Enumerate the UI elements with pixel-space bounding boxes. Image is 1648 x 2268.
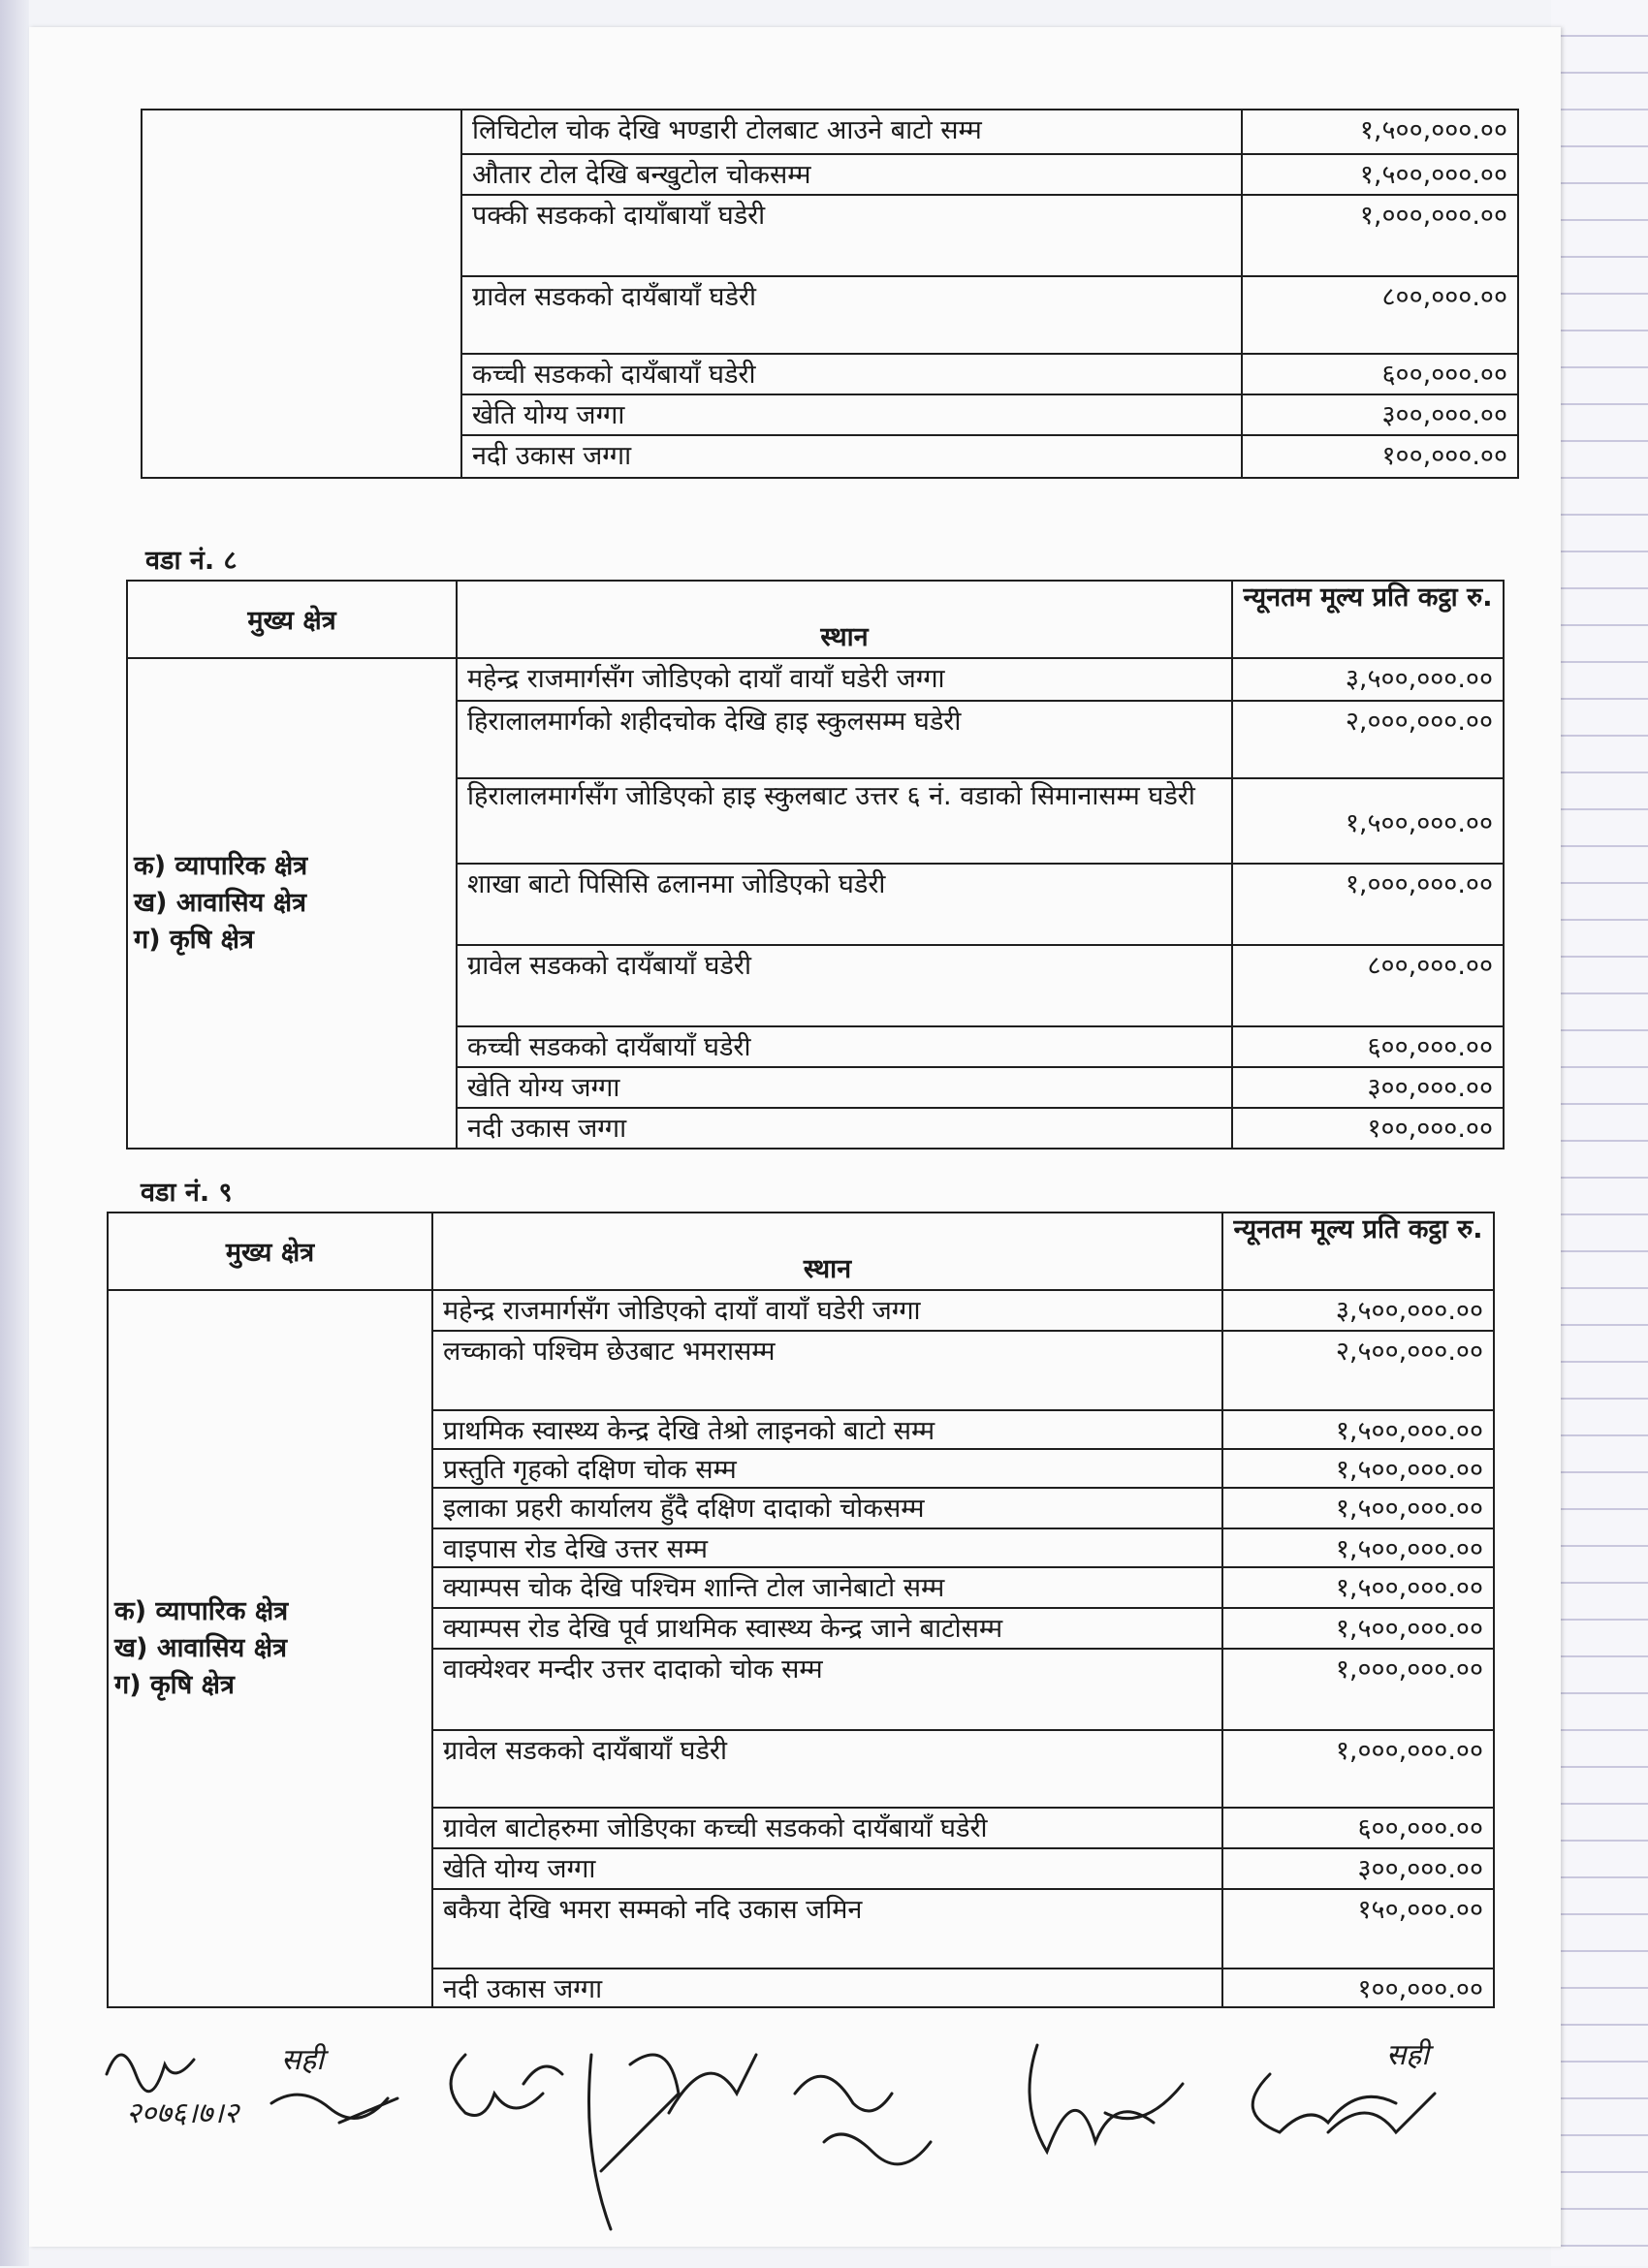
signature-2 bbox=[271, 2043, 397, 2123]
ward9-table bbox=[107, 1212, 1495, 2008]
location-cell: वाक्येश्वर मन्दीर उत्तर दादाको चोक सम्म bbox=[432, 1649, 1222, 1730]
value-cell: २,०००,०००.०० bbox=[1232, 701, 1504, 778]
location-cell: नदी उकास जग्गा bbox=[432, 1969, 1222, 2007]
location-cell: शाखा बाटो पिसिसि ढलानमा जोडिएको घडेरी bbox=[457, 864, 1232, 945]
top-continuation-table bbox=[141, 109, 1519, 479]
signature-4 bbox=[589, 2055, 757, 2229]
location-cell: खेति योग्य जग्गा bbox=[461, 394, 1242, 435]
value-cell: १,५००,०००.०० bbox=[1222, 1488, 1494, 1528]
category-commercial: क) व्यापारिक क्षेत्र bbox=[114, 1596, 289, 1626]
location-cell: क्याम्पस चोक देखि पश्चिम शान्ति टोल जानेबाटो सम्म bbox=[432, 1567, 1222, 1608]
value-cell: १००,०००.०० bbox=[1242, 435, 1518, 478]
value-cell: ३००,०००.०० bbox=[1242, 394, 1518, 435]
location-cell: प्रस्तुति गृहको दक्षिण चोक सम्म bbox=[432, 1449, 1222, 1488]
header-value: न्यूनतम मूल्य प्रति कट्ठा रु. bbox=[1222, 1213, 1494, 1290]
value-cell: २,५००,०००.०० bbox=[1222, 1331, 1494, 1410]
value-cell: १,०००,०००.०० bbox=[1222, 1730, 1494, 1808]
value-cell: १,५००,०००.०० bbox=[1242, 154, 1518, 195]
location-cell: लिचिटोल चोक देखि भण्डारी टोलबाट आउने बाटो सम्म bbox=[461, 110, 1242, 154]
value-cell: १५०,०००.०० bbox=[1222, 1889, 1494, 1969]
value-cell: १,५००,०००.०० bbox=[1222, 1608, 1494, 1649]
signature-6 bbox=[1030, 2045, 1183, 2152]
area-categories bbox=[108, 1290, 432, 2007]
value-cell: ८००,०००.०० bbox=[1232, 945, 1504, 1026]
location-cell: महेन्द्र राजमार्गसँग जोडिएको दायाँ वायाँ घडेरी जग्गा bbox=[457, 658, 1232, 701]
page-fold-shadow bbox=[0, 0, 29, 2266]
header-row bbox=[127, 581, 1504, 658]
signature-7 bbox=[1252, 2038, 1435, 2132]
value-cell: ६००,०००.०० bbox=[1242, 354, 1518, 394]
location-cell: नदी उकास जग्गा bbox=[461, 435, 1242, 478]
location-cell: कच्ची सडकको दायँबायाँ घडेरी bbox=[461, 354, 1242, 394]
value-cell: ३००,०००.०० bbox=[1232, 1067, 1504, 1108]
location-cell: पक्की सडकको दायाँबायाँ घडेरी bbox=[461, 195, 1242, 276]
location-cell: कच्ची सडकको दायँबायाँ घडेरी bbox=[457, 1026, 1232, 1067]
notebook-background bbox=[1551, 0, 1648, 2266]
location-cell: ग्रावेल सडकको दायँबायाँ घडेरी bbox=[432, 1730, 1222, 1808]
header-area: मुख्य क्षेत्र bbox=[108, 1213, 432, 1290]
header-row bbox=[108, 1213, 1494, 1290]
value-cell: ८००,०००.०० bbox=[1242, 276, 1518, 354]
signature-date: २०७६।७।२ bbox=[126, 2096, 239, 2130]
location-cell: वाइपास रोड देखि उत्तर सम्म bbox=[432, 1528, 1222, 1567]
signature-3 bbox=[451, 2055, 562, 2116]
category-commercial: क) व्यापारिक क्षेत्र bbox=[134, 851, 308, 881]
ward8-table bbox=[126, 580, 1505, 1150]
location-cell: नदी उकास जग्गा bbox=[457, 1108, 1232, 1149]
value-cell: १,०००,०००.०० bbox=[1242, 195, 1518, 276]
value-cell: १,५००,०००.०० bbox=[1222, 1410, 1494, 1449]
location-cell: महेन्द्र राजमार्गसँग जोडिएको दायाँ वायाँ घडेरी जग्गा bbox=[432, 1290, 1222, 1331]
value-cell: ३००,०००.०० bbox=[1222, 1848, 1494, 1889]
value-cell: ३,५००,०००.०० bbox=[1222, 1290, 1494, 1331]
location-cell: प्राथमिक स्वास्थ्य केन्द्र देखि तेश्रो लाइनको बाटो सम्म bbox=[432, 1410, 1222, 1449]
header-location: स्थान bbox=[432, 1213, 1222, 1290]
signatures-area bbox=[87, 2016, 1512, 2268]
value-cell: १,०००,०००.०० bbox=[1222, 1649, 1494, 1730]
location-cell: ग्रावेल सडकको दायँबायाँ घडेरी bbox=[461, 276, 1242, 354]
location-cell: खेति योग्य जग्गा bbox=[457, 1067, 1232, 1108]
location-cell: इलाका प्रहरी कार्यालय हुँदै दक्षिण दादाको चोकसम्म bbox=[432, 1488, 1222, 1528]
location-cell: औतार टोल देखि बन्खुटोल चोकसम्म bbox=[461, 154, 1242, 195]
location-cell: ग्रावेल बाटोहरुमा जोडिएका कच्ची सडकको दायँबायाँ घडेरी bbox=[432, 1808, 1222, 1848]
table-row bbox=[108, 1290, 1494, 1331]
location-cell: हिरालालमार्गको शहीदचोक देखि हाइ स्कुलसम्म घडेरी bbox=[457, 701, 1232, 778]
location-cell: क्याम्पस रोड देखि पूर्व प्राथमिक स्वास्थ्य केन्द्र जाने बाटोसम्म bbox=[432, 1608, 1222, 1649]
header-value: न्यूनतम मूल्य प्रति कट्ठा रु. bbox=[1232, 581, 1504, 658]
header-location: स्थान bbox=[457, 581, 1232, 658]
location-cell: खेति योग्य जग्गा bbox=[432, 1848, 1222, 1889]
signature-mark: सही bbox=[281, 2043, 324, 2077]
value-cell: १,५००,०००.०० bbox=[1222, 1528, 1494, 1567]
signature-5 bbox=[795, 2076, 931, 2164]
table-row bbox=[142, 110, 1518, 154]
location-cell: बकैया देखि भमरा सम्मको नदि उकास जमिन bbox=[432, 1889, 1222, 1969]
value-cell: १,०००,०००.०० bbox=[1232, 864, 1504, 945]
category-agricultural: ग) कृषि क्षेत्र bbox=[114, 1670, 235, 1700]
value-cell: १,५००,०००.०० bbox=[1222, 1449, 1494, 1488]
area-cell-blank bbox=[142, 110, 461, 478]
category-residential: ख) आवासिय क्षेत्र bbox=[114, 1633, 287, 1663]
ward8-title: वडा नं. ८ bbox=[145, 546, 238, 576]
header-area: मुख्य क्षेत्र bbox=[127, 581, 457, 658]
signature-1 bbox=[107, 2055, 241, 2130]
value-cell: १,५००,०००.०० bbox=[1222, 1567, 1494, 1608]
table-row bbox=[127, 658, 1504, 701]
category-residential: ख) आवासिय क्षेत्र bbox=[134, 888, 306, 918]
value-cell: १,५००,०००.०० bbox=[1232, 778, 1504, 864]
category-agricultural: ग) कृषि क्षेत्र bbox=[134, 925, 254, 955]
value-cell: ३,५००,०००.०० bbox=[1232, 658, 1504, 701]
value-cell: ६००,०००.०० bbox=[1232, 1026, 1504, 1067]
area-categories bbox=[127, 658, 457, 1149]
location-cell: ग्रावेल सडकको दायँबायाँ घडेरी bbox=[457, 945, 1232, 1026]
value-cell: १००,०००.०० bbox=[1222, 1969, 1494, 2007]
ward9-title: वडा नं. ९ bbox=[141, 1178, 233, 1208]
signature-mark: सही bbox=[1386, 2038, 1429, 2072]
location-cell: हिरालालमार्गसँग जोडिएको हाइ स्कुलबाट उत्तर ६ नं. वडाको सिमानासम्म घडेरी bbox=[457, 778, 1232, 864]
value-cell: ६००,०००.०० bbox=[1222, 1808, 1494, 1848]
value-cell: १००,०००.०० bbox=[1232, 1108, 1504, 1149]
location-cell: लच्काको पश्चिम छेउबाट भमरासम्म bbox=[432, 1331, 1222, 1410]
value-cell: १,५००,०००.०० bbox=[1242, 110, 1518, 154]
